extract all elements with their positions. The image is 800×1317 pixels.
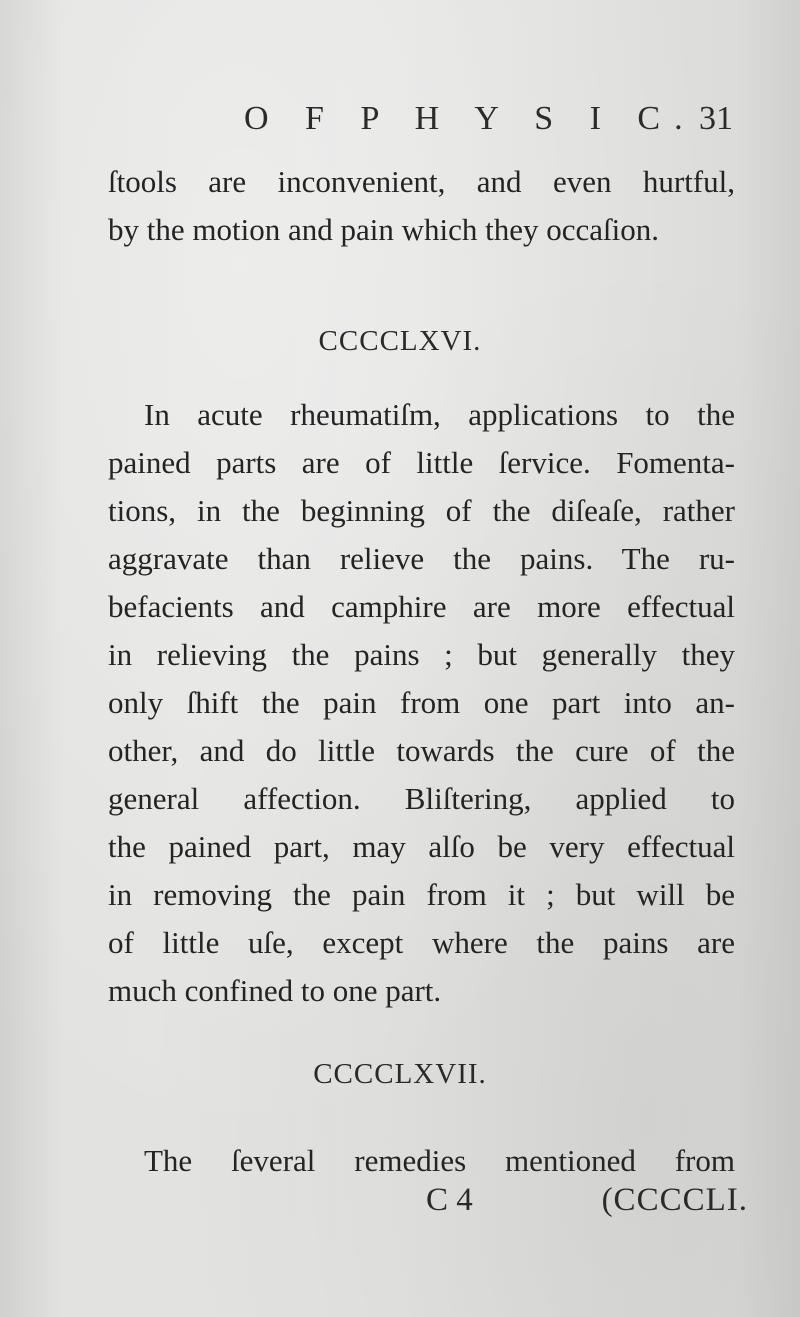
continued-paragraph [108, 158, 735, 254]
signature-mark: C 4 [426, 1182, 473, 1218]
page-footer [108, 1182, 748, 1226]
section-heading-ccclxvi: CCCCLXVI. [318, 325, 482, 357]
text-line: in removing the pain from it ; but will be [108, 877, 735, 912]
text-line: only ſhift the pain from one part into an- [108, 685, 735, 720]
section-2-paragraph [108, 1137, 735, 1185]
text-line: aggravate than relieve the pains. The ru- [108, 541, 735, 576]
text-line: in relieving the pains ; but generally they [108, 637, 735, 672]
show-through-bleed [150, 272, 750, 310]
text-line: the pained part, may alſo be very effectual [108, 829, 735, 864]
running-head [108, 100, 733, 146]
text-line: much confined to one part. [108, 973, 442, 1008]
text-line: other, and do little towards the cure of the [108, 733, 735, 768]
catchword: (CCCCLI. [601, 1182, 748, 1218]
running-title: O F P H Y S I C. [244, 100, 697, 137]
text-line: befacients and camphire are more effectual [108, 589, 735, 624]
section-heading-ccclxvii: CCCCLXVII. [313, 1058, 487, 1090]
text-line: pained parts are of little ſervice. Fomenta- [108, 445, 735, 480]
text-line: general affection. Bliſtering, applied to [108, 781, 735, 816]
text-line: In acute rheumatiſm, applications to the [144, 397, 735, 432]
text-line: by the motion and pain which they occaſion. [108, 212, 659, 247]
text-line: of little uſe, except where the pains are [108, 925, 735, 960]
page-number: 31 [699, 100, 733, 137]
text-line: ſtools are inconvenient, and even hurtful, [108, 164, 735, 199]
text-line: The ſeveral remedies mentioned from [144, 1143, 735, 1178]
section-1-paragraph [108, 391, 735, 1015]
text-line: tions, in the beginning of the diſeaſe, rather [108, 493, 735, 528]
